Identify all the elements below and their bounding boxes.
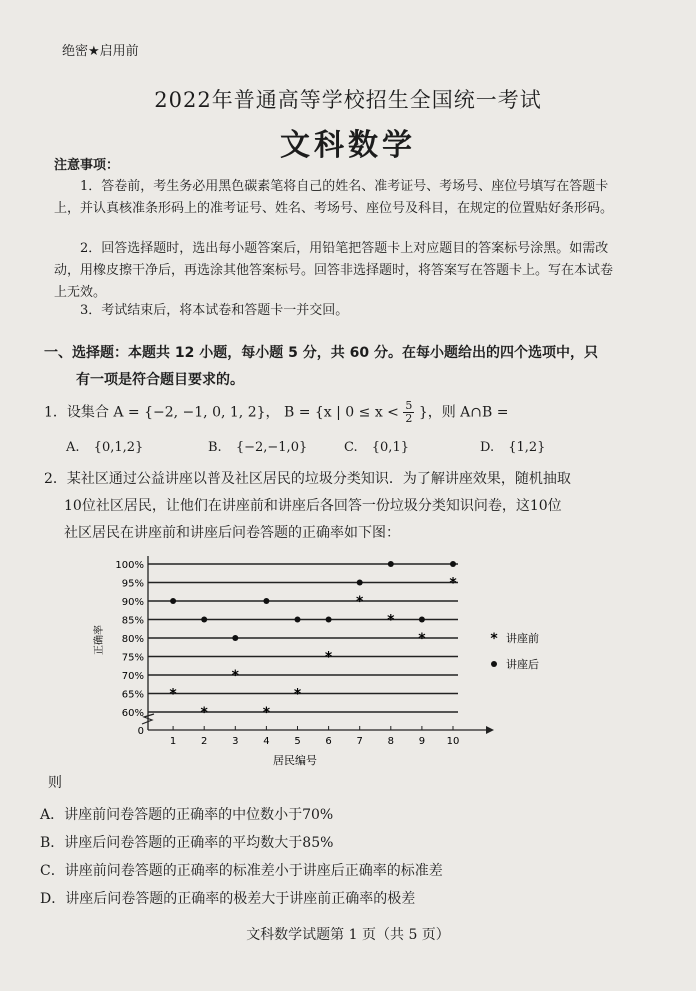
- point-after-6: [326, 617, 332, 623]
- q1-option-a-label: A.: [66, 440, 80, 455]
- q1-option-a-text: {0,1,2}: [93, 440, 144, 455]
- point-before-8: *: [387, 612, 395, 629]
- point-before-1: *: [169, 686, 177, 703]
- q1-option-d: [480, 440, 545, 455]
- x-tick-label-8: 8: [387, 736, 394, 747]
- q1-option-c: [344, 440, 409, 455]
- q2-option-d: D．讲座后问卷答题的正确率的极差大于讲座前正确率的极差: [40, 891, 416, 907]
- y-tick-label-5: 80%: [121, 634, 144, 645]
- point-before-10: *: [449, 575, 457, 592]
- point-after-8: [388, 561, 394, 567]
- y-tick-label-0: 0: [137, 726, 144, 737]
- x-tick-label-10: 10: [446, 736, 460, 747]
- y-tick-label-9: 100%: [115, 560, 144, 571]
- point-before-3: *: [231, 668, 239, 684]
- point-after-5: [295, 617, 301, 623]
- q1-option-b: [208, 440, 307, 455]
- point-after-2: [201, 617, 207, 623]
- q2-option-a: A．讲座前问卷答题的正确率的中位数小于70%: [40, 807, 334, 823]
- legend-symbol-before: *: [490, 631, 498, 647]
- notice-heading: 注意事项：: [54, 158, 120, 173]
- y-tick-label-8: 95%: [121, 578, 144, 590]
- x-tick-label-3: 3: [232, 736, 239, 747]
- legend-symbol-after: [491, 661, 497, 667]
- section-heading-line1: 一、选择题：本题共 12 小题，每小题 5 分，共 60 分。在每小题给出的四个选项中，只: [44, 345, 598, 361]
- point-before-2: *: [200, 705, 208, 721]
- chart-gridlines: [148, 564, 458, 712]
- chart-y-ticks: [115, 560, 144, 737]
- point-before-9: *: [418, 631, 426, 647]
- x-tick-label-6: 6: [325, 736, 332, 747]
- y-tick-label-4: 75%: [121, 652, 144, 664]
- legend-label-1: 讲座后: [506, 658, 539, 671]
- point-before-5: *: [293, 686, 302, 703]
- q2-stem-line2: 10位社区居民，让他们在讲座前和讲座后各回答一份垃圾分类知识问卷，这10位: [64, 498, 562, 514]
- x-tick-label-7: 7: [356, 736, 363, 747]
- question-1-stem: [44, 400, 509, 425]
- notice-item-1: 1．答卷前，考生务必用黑色碳素笔将自己的姓名、准考证号、考场号、座位号填写在答题卡上，并认真核准条形码上的准考证号、姓名、考场号、座位号及科目，在规定的位置贴好条形码。: [54, 179, 614, 216]
- question-2-stem: [44, 466, 624, 547]
- chart-x-label: 居民编号: [273, 754, 317, 767]
- q1-option-c-text: {0,1}: [371, 440, 409, 455]
- q2-stem-line1: 2．某社区通过公益讲座以普及社区居民的垃圾分类知识．为了解讲座效果，随机抽取: [44, 471, 571, 487]
- y-tick-label-2: 65%: [121, 689, 144, 701]
- exam-title: 2022年普通高等学校招生全国统一考试: [154, 88, 542, 112]
- y-tick-label-1: 60%: [121, 708, 144, 719]
- q2-option-c: C．讲座前问卷答题的正确率的标准差小于讲座后正确率的标准差: [40, 863, 443, 879]
- x-axis-arrow: [486, 726, 494, 734]
- x-tick-label-4: 4: [263, 736, 270, 747]
- page-footer: 文科数学试题第 1 页（共 5 页）: [246, 927, 450, 943]
- point-before-7: *: [356, 594, 364, 610]
- chart-marks: [169, 561, 457, 721]
- q1-option-a: [66, 440, 143, 455]
- notice-item-2: 2．回答选择题时，选出每小题答案后，用铅笔把答题卡上对应题目的答案标号涂黑。如需改动，用橡皮擦干净后，再选涂其他答案标号。回答非选择题时，将答案写在答题卡上。写在本试卷上无效。: [54, 241, 614, 300]
- section-heading-line2: 有一项是符合题目要求的。: [76, 372, 244, 388]
- y-tick-label-3: 70%: [121, 671, 144, 682]
- point-after-1: [170, 598, 176, 604]
- q2-then: 则: [48, 775, 62, 791]
- q1-option-d-text: {1,2}: [508, 440, 546, 455]
- notice-item-3: 3．考试结束后，将本试卷和答题卡一并交回。: [80, 303, 349, 318]
- chart-y-label: 正确率: [94, 625, 105, 655]
- point-after-7: [357, 580, 363, 586]
- x-tick-label-5: 5: [294, 736, 301, 747]
- x-tick-label-1: 1: [169, 736, 177, 747]
- y-tick-label-7: 90%: [121, 597, 144, 608]
- point-after-9: [419, 617, 425, 623]
- q1-stem-start: 1．设集合 A = {−2, −1, 0, 1, 2}， B = {x | 0 ≤ x <: [44, 404, 399, 421]
- x-tick-label-9: 9: [418, 736, 426, 747]
- section-heading: [44, 340, 624, 394]
- q2-stem-line3: 社区居民在讲座前和讲座后问卷答题的正确率如下图：: [64, 525, 400, 541]
- subject-title: 文科数学: [280, 128, 416, 163]
- point-before-6: *: [324, 649, 333, 666]
- chart-x-ticks: [170, 726, 459, 747]
- q1-option-c-label: C.: [344, 440, 358, 455]
- q2-option-b: B．讲座后问卷答题的正确率的平均数大于85%: [40, 835, 334, 851]
- q1-fraction-numerator: 5: [405, 399, 413, 412]
- point-after-3: [232, 635, 238, 641]
- point-after-4: [263, 598, 269, 604]
- point-after-10: [450, 561, 456, 567]
- q1-fraction-denominator: 2: [405, 412, 413, 425]
- q1-option-d-label: D.: [480, 440, 495, 455]
- y-tick-label-6: 85%: [121, 615, 144, 627]
- chart-legend: [490, 631, 539, 671]
- q1-option-b-label: B.: [208, 440, 222, 455]
- q1-fraction: [403, 400, 414, 425]
- confidential-mark: 绝密★启用前: [62, 44, 139, 59]
- legend-label-0: 讲座前: [506, 632, 539, 645]
- accuracy-scatter-chart: [90, 548, 570, 770]
- x-tick-label-2: 2: [201, 736, 208, 747]
- point-before-4: *: [262, 705, 271, 721]
- q1-option-b-text: {−2,−1,0}: [235, 440, 308, 455]
- q1-stem-end: }，则 A∩B =: [418, 404, 509, 421]
